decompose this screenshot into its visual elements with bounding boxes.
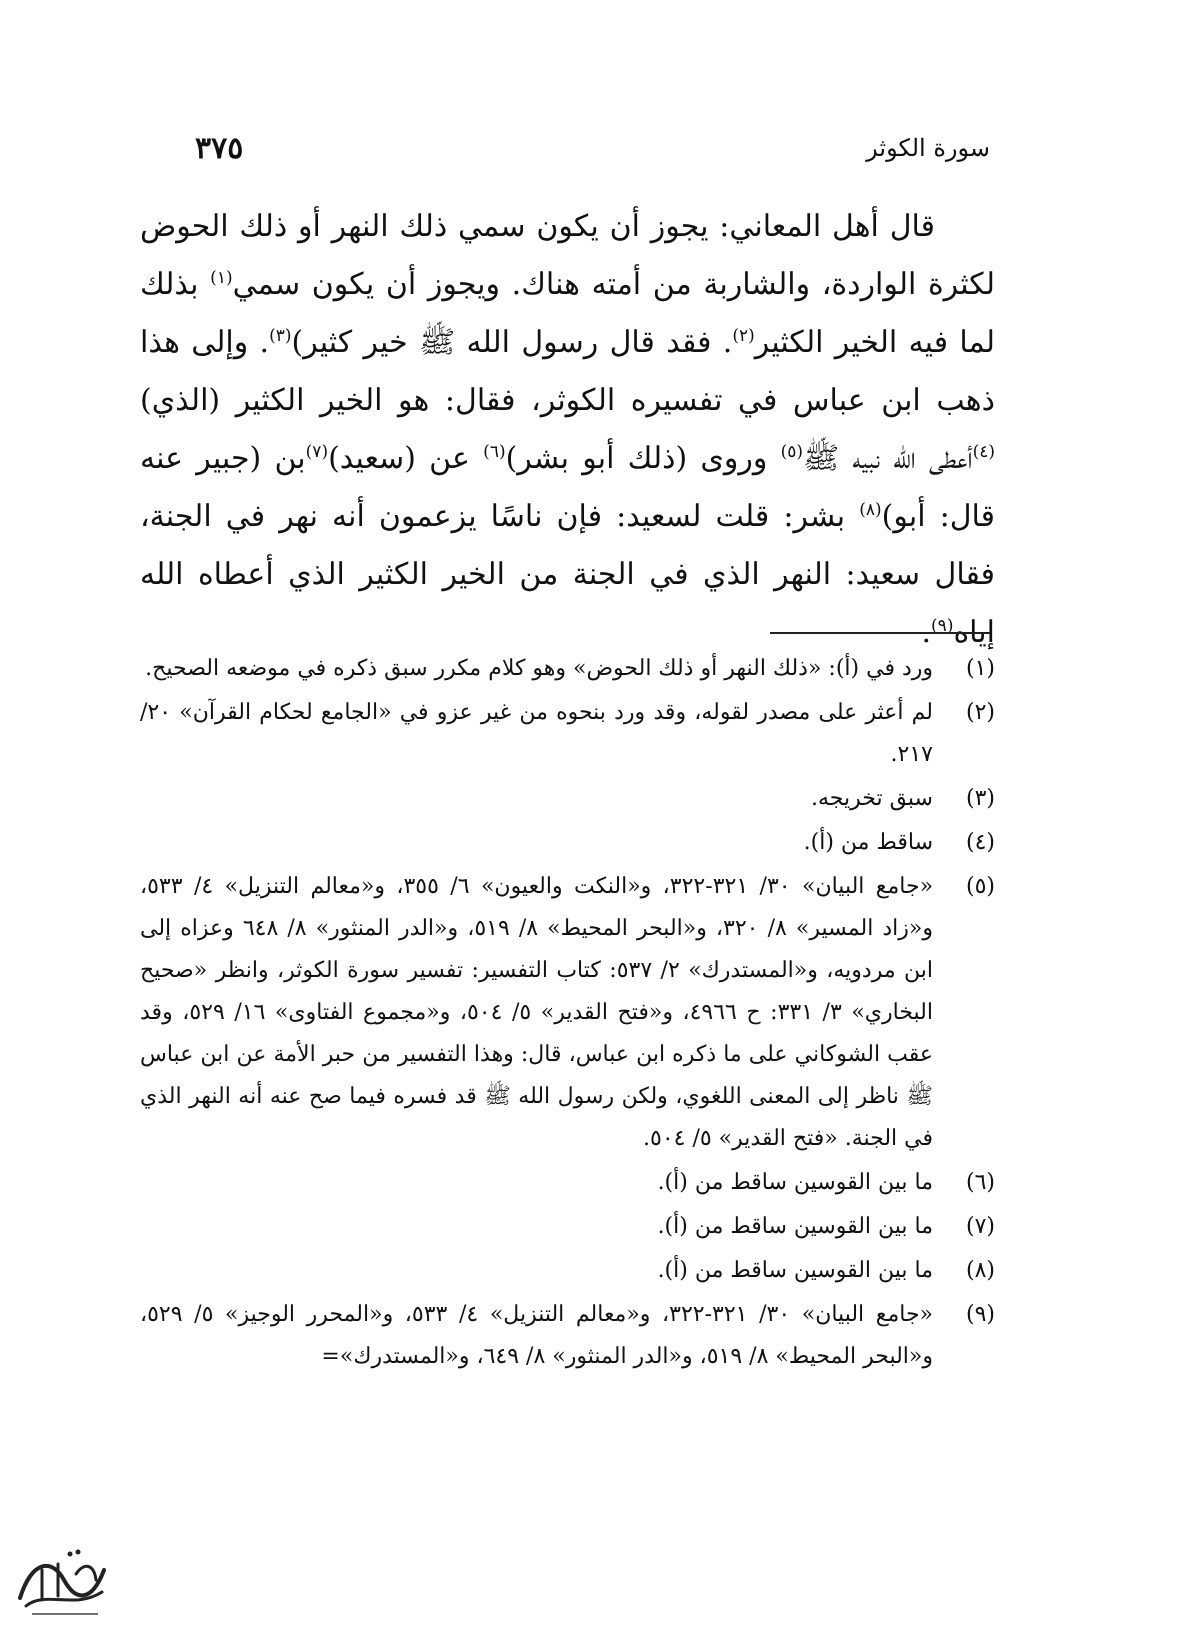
- footnote-text: «جامع البيان» ٣٠/ ٣٢١-٣٢٢، و«النكت والعيون» ٦/ ٣٥٥، و«معالم التنزيل» ٤/ ٥٣٣، و«زاد المسير» ٨/ ٣٢٠، و«البحر المحيط» ٨/ ٥١٩، و«الدر المنثور» ٨/ ٦٤٨ وعزاه إلى ابن مردويه، و«المستدرك» ٢/ ٥٣٧: كتاب التفسير: تفسير سورة الكوثر، وانظر «صحيح البخاري» ٣/ ٣٣١: ح ٤٩٦٦، و«فتح القدير» ٥/ ٥٠٤، و«مجموع الفتاوى» ١٦/ ٥٢٩، وقد عقب الشوكاني على ما ذكره ابن عباس، قال: وهذا التفسير من حبر الأمة عن ابن عباس ﷺ ناظر إلى المعنى اللغوي، ولكن رسول الله ﷺ قد فسره فيما صح عنه أنه النهر الذي في الجنة. «فتح القدير» ٥/ ٥٠٤.: [140, 874, 934, 1151]
- footnote: [140, 778, 995, 820]
- footnote-text: لم أعثر على مصدر لقوله، وقد ورد بنحوه من غير عزو في «الجامع لحكام القرآن» ٢٠/ ٢١٧.: [140, 700, 933, 767]
- page-number: ٣٧٥: [195, 130, 244, 166]
- text-segment: بذلك لما فيه الخير الكثير: [140, 267, 996, 360]
- footnote-text: ما بين القوسين ساقط من (أ).: [657, 1170, 933, 1195]
- footnote-number: (٨): [965, 1258, 995, 1283]
- footnote: [140, 692, 995, 776]
- text-segment: بن (جبير عنه قال: أبو): [140, 441, 996, 534]
- footnote-text: ورد في (أ): «ذلك النهر أو ذلك الحوض» وهو كلام مكرر سبق ذكره في موضعه الصحيح.: [145, 656, 933, 681]
- footnote-number: (٥): [965, 874, 995, 899]
- footnote-ref: (١): [210, 268, 233, 288]
- footnote: [140, 1250, 995, 1292]
- text-segment: . وإلى هذا ذهب ابن عباس في تفسيره الكوثر، فقال: هو الخير الكثير (الذي): [140, 325, 995, 418]
- footnote-number: (٤): [965, 830, 995, 855]
- text-segment: بشر: قلت لسعيد: فإن ناسًا يزعمون أنه نهر في الجنة، فقال سعيد: النهر الذي في الجنة من الخير الكثير الذي أعطاه الله إياه: [140, 499, 995, 650]
- footnotes: [140, 648, 995, 1380]
- footnote-divider: [770, 632, 990, 634]
- footnote-text: ما بين القوسين ساقط من (أ).: [657, 1258, 933, 1283]
- footnote-number: (٧): [965, 1214, 995, 1239]
- footnote-number: (٢): [965, 700, 995, 725]
- footnote-number: (٩): [965, 1302, 995, 1327]
- footnote-text: ساقط من (أ).: [803, 830, 933, 855]
- text-segment: .: [921, 615, 932, 650]
- footnote-ref: (٧): [305, 442, 329, 462]
- footnote: [140, 1162, 995, 1204]
- text-segment: . فقد قال رسول الله ﷺ خير كثير): [291, 325, 733, 360]
- surah-title: سورة الكوثر: [866, 134, 990, 162]
- main-paragraph: [140, 198, 995, 662]
- footnote-ref: (٦): [483, 442, 506, 462]
- text-segment: قال أهل المعاني: يجوز أن يكون سمي ذلك النهر أو ذلك الحوض لكثرة الواردة، والشاربة من أمته هناك. ويجوز أن يكون سمي: [140, 209, 995, 302]
- footnote-ref: (٩): [931, 616, 954, 636]
- page-header: [195, 128, 990, 168]
- footnote-text: سبق تخريجه.: [811, 786, 933, 811]
- footnote-number: (٦): [965, 1170, 995, 1195]
- main-text: [140, 198, 995, 662]
- footnote-ref: (٥): [780, 442, 804, 462]
- footnote-number: (١): [965, 656, 995, 681]
- footnote-ref: (٨): [859, 500, 882, 520]
- footnote: [140, 822, 995, 864]
- text-segment: أعطى الله نبيه ﷺ: [803, 441, 973, 476]
- footnote: [140, 648, 995, 690]
- footnote: [140, 1206, 995, 1248]
- archive-stamp-logo: [12, 1540, 112, 1620]
- footnote-text: «جامع البيان» ٣٠/ ٣٢١-٣٢٢، و«معالم التنزيل» ٤/ ٥٣٣، و«المحرر الوجيز» ٥/ ٥٢٩، و«البحر المحيط» ٨/ ٥١٩، و«الدر المنثور» ٨/ ٦٤٩، و«المستدرك»=: [140, 1302, 934, 1369]
- footnote-number: (٣): [965, 786, 995, 811]
- text-segment: عن (سعيد): [328, 441, 484, 476]
- text-segment: وروى (ذلك أبو بشر): [505, 441, 781, 476]
- footnote: [140, 866, 995, 1160]
- footnote-ref: (٢): [732, 326, 755, 346]
- footnote: [140, 1294, 995, 1378]
- footnote-ref: (٣): [269, 326, 292, 346]
- footnote-text: ما بين القوسين ساقط من (أ).: [657, 1214, 933, 1239]
- footnote-ref: (٤): [972, 442, 995, 462]
